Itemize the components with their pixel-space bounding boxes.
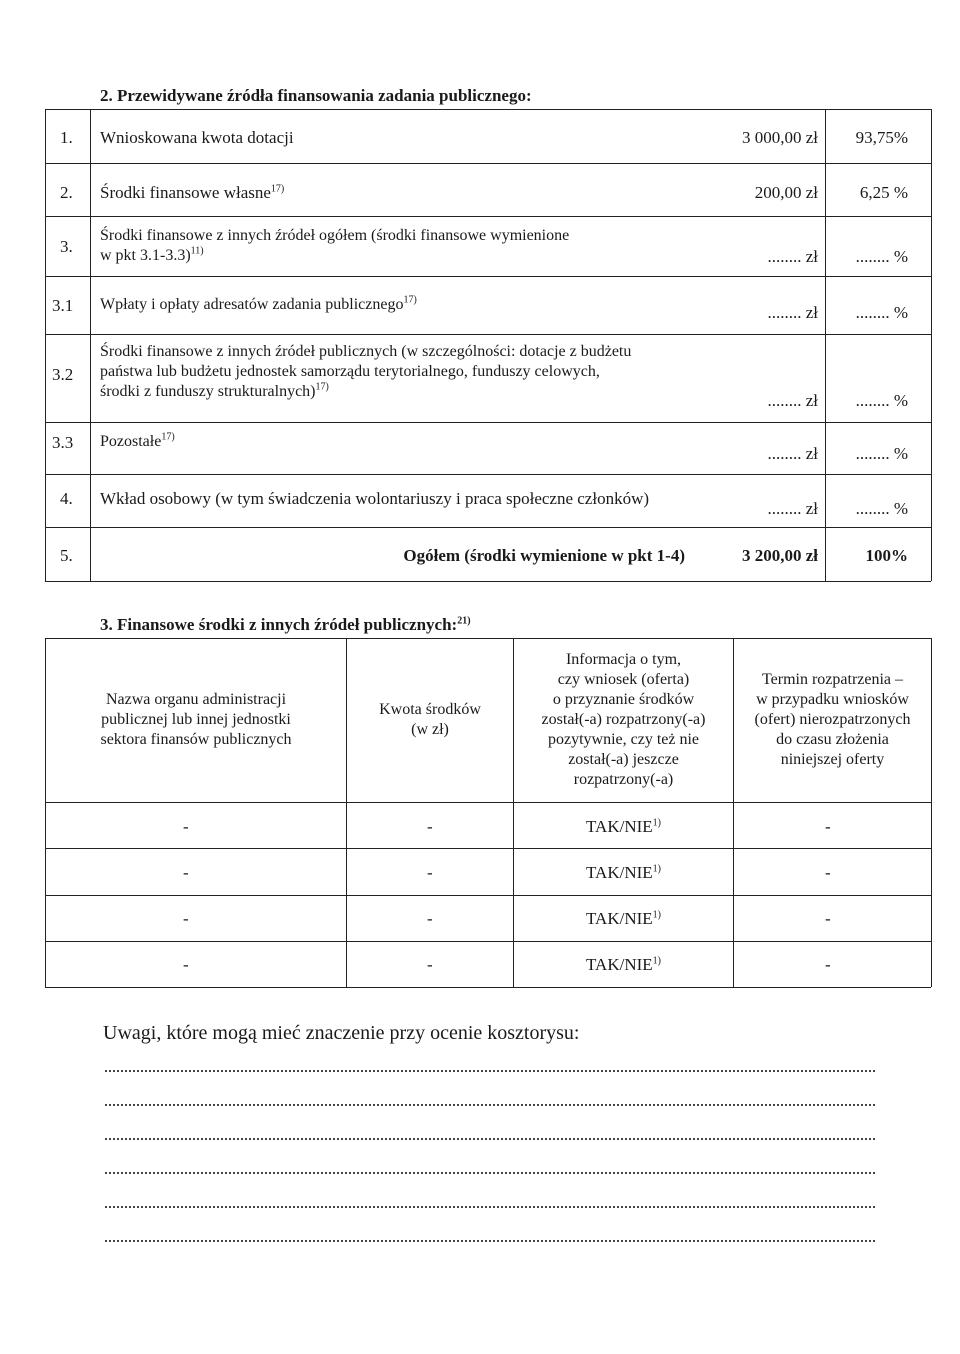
- row-number: 3.3: [52, 433, 74, 452]
- cell-status: TAK/NIE$^{1)}$: [586, 863, 661, 882]
- remarks-label: Uwagi, które mogą mieć znaczenie przy ocenie kosztorysu:: [103, 1022, 580, 1044]
- section-2-heading: [100, 86, 532, 106]
- row-label: Środki finansowe własne$^{17)}$: [100, 183, 285, 202]
- row-percent: ........ %: [855, 444, 908, 463]
- cell-name: -: [183, 955, 189, 974]
- cell-name: -: [183, 817, 189, 836]
- cell-term: -: [825, 909, 831, 928]
- row-label: Wnioskowana kwota dotacji: [100, 128, 294, 147]
- row-number: 3.1: [52, 296, 74, 315]
- cell-status: TAK/NIE$^{1)}$: [586, 909, 661, 928]
- row-label: Ogółem (środki wymienione w pkt 1-4): [403, 546, 685, 565]
- row-number: 2.: [60, 183, 73, 202]
- row-label: Pozostałe$^{17)}$: [100, 431, 175, 450]
- row-amount: ........ zł: [767, 499, 818, 518]
- section-3-heading: [100, 615, 471, 635]
- cell-amount: -: [427, 955, 433, 974]
- cell-name: -: [183, 863, 189, 882]
- cell-amount: -: [427, 817, 433, 836]
- row-percent: 100%: [865, 546, 908, 565]
- col-header-status: Informacja o tym, czy wniosek (oferta) o przyznanie środków został(-a) rozpatrzony(-a) pozytywnie, czy też nie został(-a) jeszcze rozpatrzony(-a): [541, 651, 706, 788]
- cell-amount: -: [427, 863, 433, 882]
- row-number: 3.2: [52, 365, 74, 384]
- row-number: 4.: [60, 489, 73, 508]
- row-number: 3.: [60, 237, 73, 256]
- section-3-footnote: 21): [457, 615, 471, 627]
- row-number: 5.: [60, 546, 73, 565]
- cell-status: TAK/NIE$^{1)}$: [586, 955, 661, 974]
- col-header-term: Termin rozpatrzenia – w przypadku wniosków (ofert) nierozpatrzonych do czasu złożenia niniejszej oferty: [754, 671, 911, 768]
- row-amount: ........ zł: [767, 303, 818, 322]
- row-amount: 3 200,00 zł: [741, 546, 818, 565]
- section-3-number: 3.: [100, 615, 113, 634]
- row-amount: 200,00 zł: [754, 183, 818, 202]
- row-percent: 6,25 %: [859, 183, 908, 202]
- cell-term: -: [825, 817, 831, 836]
- cell-term: -: [825, 863, 831, 882]
- col-header-amount: Kwota środków (w zł): [379, 701, 481, 738]
- row-percent: ........ %: [855, 499, 908, 518]
- row-label: Środki finansowe z innych źródeł ogółem (środki finansowe wymienione w pkt 3.1-3.3)$^{11)}$: [100, 227, 570, 264]
- row-percent: ........ %: [855, 391, 908, 410]
- col-header-organ: Nazwa organu administracji publicznej lub innej jednostki sektora finansów publicznych: [100, 691, 292, 748]
- row-label: Wpłaty i opłaty adresatów zadania publicznego$^{17)}$: [100, 294, 417, 313]
- row-percent: ........ %: [855, 247, 908, 266]
- row-percent: ........ %: [855, 303, 908, 322]
- section-2-title: Przewidywane źródła finansowania zadania publicznego:: [117, 86, 532, 105]
- cell-term: -: [825, 955, 831, 974]
- cell-amount: -: [427, 909, 433, 928]
- row-amount: ........ zł: [767, 444, 818, 463]
- cell-name: -: [183, 909, 189, 928]
- row-number: 1.: [60, 128, 73, 147]
- section-2-number: 2.: [100, 86, 113, 105]
- row-label: Wkład osobowy (w tym świadczenia wolontariuszy i praca społeczne członków): [100, 489, 650, 508]
- row-label: Środki finansowe z innych źródeł publicznych (w szczególności: dotacje z budżetu państwa lub budżetu jednostek samorządu terytorialnego, funduszy celowych, środki z funduszy strukturalnych)$^{17)}$: [100, 343, 632, 400]
- row-amount: ........ zł: [767, 391, 818, 410]
- cell-status: TAK/NIE$^{1)}$: [586, 817, 661, 836]
- row-percent: 93,75%: [855, 128, 908, 147]
- row-amount: 3 000,00 zł: [741, 128, 818, 147]
- row-amount: ........ zł: [767, 247, 818, 266]
- section-3-title: Finansowe środki z innych źródeł publicznych:: [117, 615, 458, 634]
